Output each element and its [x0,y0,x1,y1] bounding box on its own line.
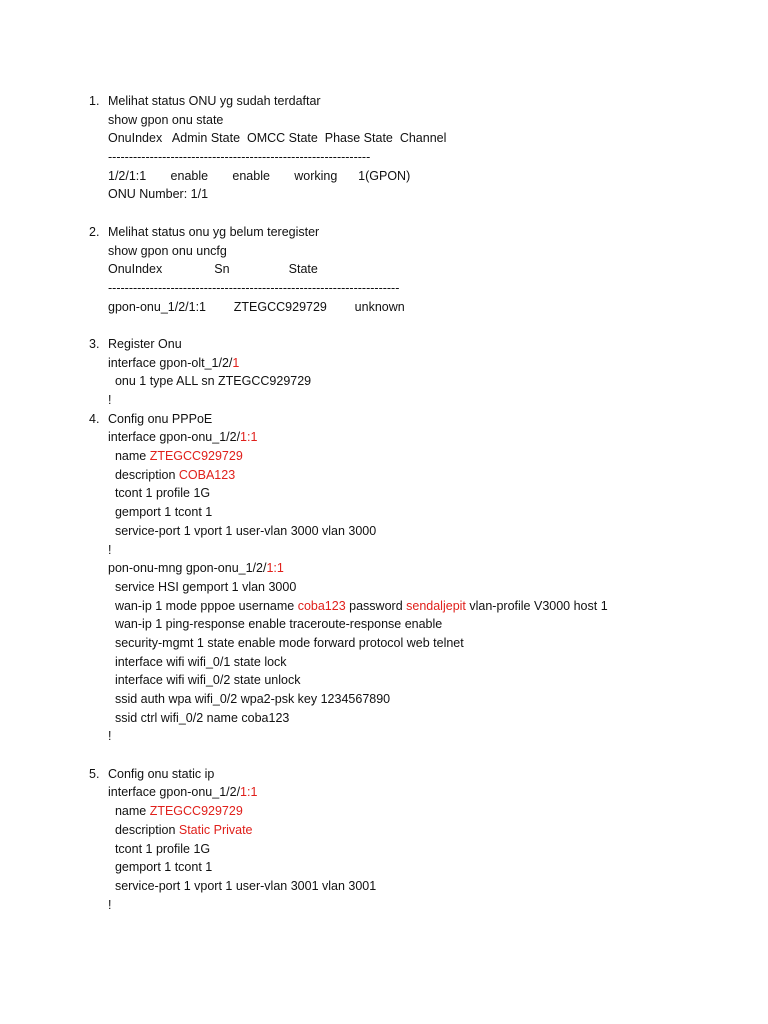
text-segment: ONU Number: 1/1 [108,187,209,202]
text-segment: service-port 1 vport 1 user-vlan 3001 vlan 3001 [108,878,377,893]
document-line [0,578,768,597]
line-text [108,92,321,111]
line-text [108,615,442,634]
document-line [0,466,768,485]
line-text [108,335,182,354]
document-line [0,148,768,167]
text-segment: description [108,822,179,837]
document-line [0,727,768,746]
document-line [0,298,768,317]
line-text [108,167,410,186]
line-text [108,671,300,690]
highlighted-value: 1 [232,355,240,370]
line-text [108,148,370,167]
line-text [108,877,376,896]
list-item-heading [0,765,768,784]
text-segment: interface gpon-onu_1/2/ [108,785,241,800]
text-segment: vlan-profile V3000 host 1 [465,598,608,613]
list-item-heading [0,335,768,354]
text-segment: interface wifi wifi_0/1 state lock [108,654,287,669]
list-number: 3. [89,336,100,351]
line-text [108,354,239,373]
line-text [108,223,319,242]
text-segment: ! [108,897,112,912]
document-line [0,671,768,690]
text-segment: service-port 1 vport 1 user-vlan 3000 vlan 3000 [108,523,377,538]
line-text [108,559,284,578]
document-line [0,391,768,410]
text-segment: name [108,804,150,819]
document-line [0,316,768,335]
text-segment: ! [108,542,112,557]
line-text [108,242,227,261]
highlighted-value: 1:1 [240,785,258,800]
text-segment: ssid auth wpa wifi_0/2 wpa2-psk key 1234567890 [108,692,391,706]
text-segment: gemport 1 tcont 1 [108,505,213,520]
document-line [0,615,768,634]
text-segment: ---------------------------------------------------------------------- [108,280,400,295]
line-text [108,466,235,485]
text-segment: Config onu PPPoE [108,411,213,426]
line-text [108,503,212,522]
line-text [108,802,243,821]
document-line [0,522,768,541]
document-line [0,185,768,204]
text-segment: interface gpon-olt_1/2/ [108,355,233,370]
text-segment: Config onu static ip [108,766,215,781]
line-text [108,653,287,672]
text-segment: security-mgmt 1 state enable mode forward protocol web telnet [108,635,464,650]
document-line [0,896,768,915]
line-text [108,821,253,840]
text-segment: password [345,598,407,613]
document-line [0,354,768,373]
line-text [108,597,608,616]
document-line [0,447,768,466]
document-line [0,802,768,821]
highlighted-value: COBA123 [178,467,236,482]
document-line [0,279,768,298]
document-line [0,129,768,148]
line-text [108,279,399,298]
text-segment: Register Onu [108,336,182,351]
text-segment: Melihat status onu yg belum teregister [108,224,320,239]
text-segment: gemport 1 tcont 1 [108,860,213,875]
document-line [0,653,768,672]
highlighted-value: Static Private [178,822,253,837]
line-text [108,783,257,802]
line-text [108,391,111,410]
text-segment: pon-onu-mng gpon-onu_1/2/ [108,561,267,576]
document-line [0,372,768,391]
highlighted-value: coba123 [297,598,346,613]
line-text [108,129,446,148]
document-line [0,690,768,709]
highlighted-value: ZTEGCC929729 [149,449,243,464]
list-number: 4. [89,411,100,426]
text-segment: onu 1 type ALL sn ZTEGCC929729 [108,374,312,389]
document-line [0,821,768,840]
document-line [0,634,768,653]
list-item-heading [0,410,768,429]
document-line [0,559,768,578]
list-number: 1. [89,94,100,108]
text-segment: ! [108,393,112,407]
line-text [108,260,318,279]
document-line [0,484,768,503]
text-segment: description [108,467,179,482]
document-line [0,877,768,896]
document-line [0,428,768,447]
list-number: 5. [89,766,100,781]
line-text [108,522,376,541]
text-segment: wan-ip 1 mode pppoe username [108,598,298,613]
line-text [108,840,210,859]
text-segment: show gpon onu state [108,112,224,127]
line-text [108,484,210,503]
text-segment: service HSI gemport 1 vlan 3000 [108,579,297,594]
text-segment: --------------------------------------------------------------- [108,150,371,165]
document-line [0,260,768,279]
document-line [0,597,768,616]
document-line [0,111,768,130]
line-text [108,896,111,915]
line-text [108,727,111,746]
highlighted-value: ZTEGCC929729 [149,804,243,819]
line-text [108,447,243,466]
line-text [108,298,405,317]
text-segment: ! [108,729,112,744]
document-line [0,858,768,877]
document-line [0,204,768,223]
text-segment: OnuIndex Admin State OMCC State Phase State Channel [108,131,447,146]
line-text [108,858,212,877]
highlighted-value: 1:1 [240,430,258,445]
document-body [0,92,768,914]
line-text [108,410,212,429]
text-segment: tcont 1 profile 1G [108,841,211,856]
document-line [0,783,768,802]
text-segment: gpon-onu_1/2/1:1 ZTEGCC929729 unknown [108,299,405,314]
highlighted-value: 1:1 [266,561,284,576]
line-text [108,428,257,447]
list-number: 2. [89,224,100,239]
document-line [0,541,768,560]
text-segment: Melihat status ONU yg sudah terdaftar [108,94,321,108]
list-item-heading [0,92,768,111]
document-line [0,242,768,261]
line-text [108,578,296,597]
line-text [108,690,390,709]
line-text [108,541,111,560]
text-segment: name [108,449,150,464]
text-segment: interface gpon-onu_1/2/ [108,430,241,445]
highlighted-value: sendaljepit [406,598,466,613]
document-line [0,746,768,765]
text-segment: interface wifi wifi_0/2 state unlock [108,673,301,688]
text-segment: 1/2/1:1 enable enable working 1(GPON) [108,168,411,183]
document-line [0,840,768,859]
document-line [0,503,768,522]
document-line [0,167,768,186]
text-segment: OnuIndex Sn State [108,262,318,277]
text-segment: wan-ip 1 ping-response enable traceroute-response enable [108,617,443,632]
line-text [108,709,289,728]
text-segment: show gpon onu uncfg [108,243,227,258]
list-item-heading [0,223,768,242]
line-text [108,372,311,391]
text-segment: tcont 1 profile 1G [108,486,211,501]
line-text [108,111,223,130]
document-line [0,709,768,728]
line-text [108,185,208,204]
text-segment: ssid ctrl wifi_0/2 name coba123 [108,710,290,725]
line-text [108,634,464,653]
line-text [108,765,214,784]
